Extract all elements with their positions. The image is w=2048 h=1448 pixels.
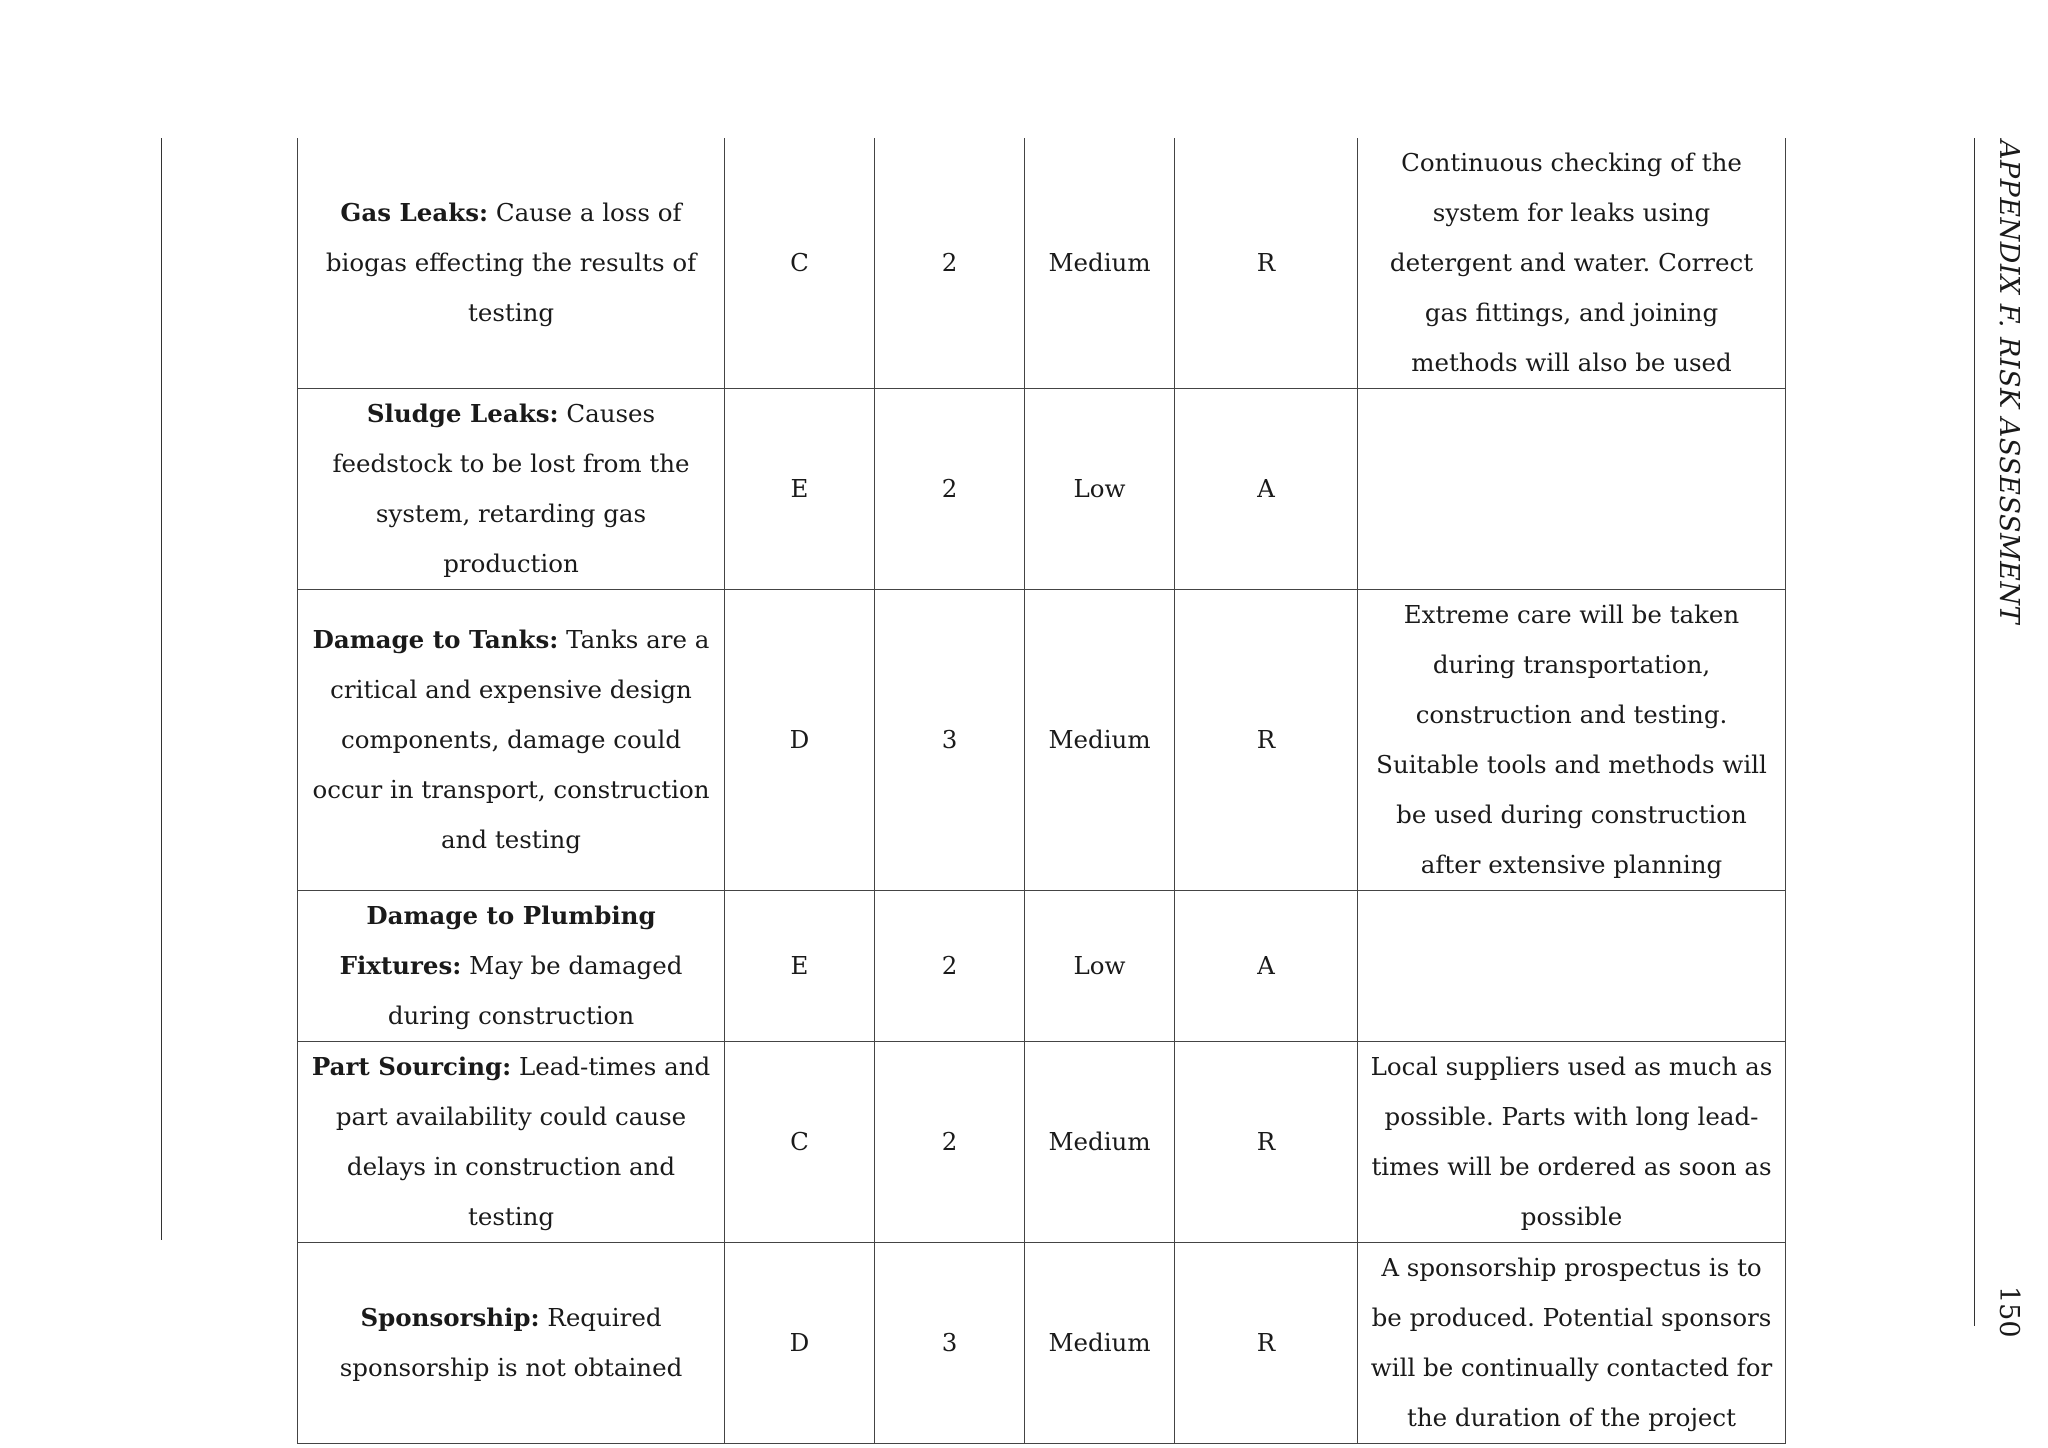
consequence-cell: 2 [875,1042,1025,1243]
risk-level-cell: Medium [1025,1243,1175,1444]
hazard-cell [298,1243,725,1444]
left-margin-rule [161,138,162,1240]
hazard-cell [298,138,725,389]
table-row [298,891,1786,1042]
action-cell: R [1175,590,1358,891]
hazard-description: Tanks are a critical and expensive design components, damage could occur in transport, construction and testing [312,625,710,854]
page-header [1988,140,2028,1338]
table-row [298,1243,1786,1444]
likelihood-cell: C [725,138,875,389]
risk-level-cell: Medium [1025,590,1175,891]
hazard-cell [298,590,725,891]
hazard-title: Sponsorship: [360,1303,540,1332]
hazard-title: Damage to Plumbing Fixtures: [339,901,656,980]
table-row [298,138,1786,389]
control-cell: Local suppliers used as much as possible. Parts with long lead-times will be ordered as soon as possible [1358,1042,1786,1243]
hazard-cell [298,1042,725,1243]
risk-assessment-table [297,138,1786,1444]
hazard-description: Required sponsorship is not obtained [339,1303,683,1382]
running-head: APPENDIX F. RISK ASSESSMENT [1993,140,2024,624]
likelihood-cell: D [725,1243,875,1444]
action-cell: A [1175,891,1358,1042]
hazard-description: May be damaged during construction [387,951,683,1030]
likelihood-cell: D [725,590,875,891]
hazard-cell [298,389,725,590]
risk-level-cell: Medium [1025,138,1175,389]
consequence-cell: 2 [875,138,1025,389]
control-cell: Extreme care will be taken during transportation, construction and testing. Suitable tools and methods will be used during construction after extensive planning [1358,590,1786,891]
hazard-description: Cause a loss of biogas effecting the results of testing [325,198,697,327]
likelihood-cell: E [725,891,875,1042]
table-row [298,389,1786,590]
action-cell: R [1175,1243,1358,1444]
hazard-title: Sludge Leaks: [366,399,559,428]
hazard-description: Lead-times and part availability could cause delays in construction and testing [335,1052,711,1231]
action-cell: A [1175,389,1358,590]
likelihood-cell: E [725,389,875,590]
likelihood-cell: C [725,1042,875,1243]
hazard-cell [298,891,725,1042]
control-cell [1358,891,1786,1042]
page-number: 150 [1993,1286,2024,1338]
risk-level-cell: Low [1025,891,1175,1042]
hazard-title: Damage to Tanks: [312,625,559,654]
control-cell [1358,389,1786,590]
control-cell: Continuous checking of the system for leaks using detergent and water. Correct gas fittings, and joining methods will also be used [1358,138,1786,389]
action-cell: R [1175,1042,1358,1243]
consequence-cell: 3 [875,1243,1025,1444]
hazard-description: Causes feedstock to be lost from the system, retarding gas production [332,399,690,578]
table-row [298,1042,1786,1243]
risk-level-cell: Low [1025,389,1175,590]
consequence-cell: 3 [875,590,1025,891]
risk-level-cell: Medium [1025,1042,1175,1243]
hazard-title: Part Sourcing: [311,1052,512,1081]
table-row [298,590,1786,891]
action-cell: R [1175,138,1358,389]
hazard-title: Gas Leaks: [340,198,489,227]
control-cell: A sponsorship prospectus is to be produced. Potential sponsors will be continually contacted for the duration of the project [1358,1243,1786,1444]
consequence-cell: 2 [875,389,1025,590]
header-rule [1974,138,1975,1326]
consequence-cell: 2 [875,891,1025,1042]
